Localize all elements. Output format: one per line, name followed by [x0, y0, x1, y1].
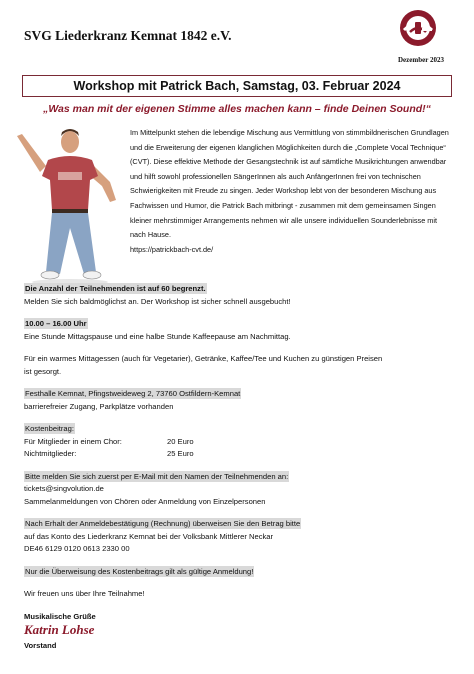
organization-name: SVG Liederkranz Kemnat 1842 e.V.	[24, 28, 232, 43]
schedule-time: 10.00 – 16.00 Uhr	[25, 319, 87, 328]
details-section	[24, 283, 454, 623]
participants-text: Melden Sie sich baldmöglichst an. Der Workshop ist sicher schnell ausgebucht!	[24, 296, 291, 306]
fee-row	[24, 436, 454, 449]
fee-amount: 20 Euro	[167, 436, 194, 446]
venue-access: barrierefreier Zugang, Parkplätze vorhanden	[24, 401, 174, 411]
validity-note: Nur die Überweisung des Kostenbeitrags gilt als gültige Anmeldung!	[25, 566, 254, 576]
workshop-subtitle: „Was man mit der eigenen Stimme alles machen kann – finde Deinen Sound!“	[43, 103, 431, 115]
intro-paragraph	[130, 126, 454, 257]
intro-text: Im Mittelpunkt stehen die lebendige Mischung aus Vermittlung von stimmbildnerischen Grundlagen und die Erweiterung der eigenen klanglichen Möglichkeiten durch die „Complete Vocal Technique“ (CVT). Diese effektive Methode der Gesangstechnik ist auf sämtliche Musikrichtungen anwendbar und hilft sowohl professionellen SängerInnen als auch AnfängerInnen frei von technischen Schwierigkeiten mit Freude zu singen. Jeder Workshop lebt von der besonderen Mischung aus Fachwissen und Humor, die Patrick Bach mitbringt - zusammen mit dem gemeinsamen Singen kleiner mehrstimmiger Arrangements nehmen wir alle unsere individuellen Sounderlebnisse mit nach Hause.	[130, 128, 449, 240]
registration-heading: Bitte melden Sie sich zuerst per E-Mail mit den Namen der Teilnehmenden an:	[25, 471, 289, 481]
registration-block	[24, 471, 454, 509]
venue-address: Festhalle Kemnat, Pfingstweideweg 2, 73760 Ostfildern-Kemnat	[25, 389, 241, 398]
fees-heading: Kostenbeitrag:	[25, 424, 74, 433]
workshop-title: Workshop mit Patrick Bach, Samstag, 03. Februar 2024	[22, 75, 452, 97]
signature: Katrin Lohse	[24, 622, 95, 637]
performer-photo	[12, 114, 128, 286]
closing-block	[24, 588, 454, 601]
payment-account: auf das Konto des Liederkranz Kemnat bei der Volksbank Mittlerer Neckar	[24, 531, 274, 541]
participants-heading: Die Anzahl der Teilnehmenden ist auf 60 begrenzt.	[25, 284, 206, 293]
payment-iban: DE46 6129 0120 0613 2330 00	[24, 544, 130, 553]
closing-greeting: Musikalische Grüße	[24, 611, 96, 621]
validity-block	[24, 566, 454, 579]
catering-line-2: ist gesorgt.	[24, 366, 62, 376]
choir-logo	[398, 8, 438, 48]
participants-block	[24, 283, 454, 308]
intro-link[interactable]: https://patrickbach-cvt.de/	[130, 244, 214, 254]
fee-row	[24, 448, 454, 461]
catering-block	[24, 353, 454, 378]
fee-label: Für Mitglieder in einem Chor:	[24, 436, 122, 446]
schedule-block	[24, 318, 454, 343]
signatory-role: Vorstand	[24, 641, 57, 650]
fees-block	[24, 423, 454, 461]
registration-note: Sammelanmeldungen von Chören oder Anmeldung von Einzelpersonen	[24, 496, 266, 506]
payment-block	[24, 518, 454, 556]
document-date: Dezember 2023	[398, 56, 444, 64]
fee-label: Nichtmitglieder:	[24, 449, 77, 458]
catering-line-1: Für ein warmes Mittagessen (auch für Vegetarier), Getränke, Kaffee/Tee und Kuchen zu günstigen Preisen	[24, 354, 383, 363]
registration-email[interactable]: tickets@singvolution.de	[24, 484, 104, 493]
schedule-breaks: Eine Stunde Mittagspause und eine halbe Stunde Kaffeepause am Nachmittag.	[24, 331, 291, 341]
venue-block	[24, 388, 454, 413]
payment-heading: Nach Erhalt der Anmeldebestätigung (Rechnung) überweisen Sie den Betrag bitte	[25, 519, 301, 528]
fee-amount: 25 Euro	[167, 449, 194, 458]
closing-thanks: Wir freuen uns über Ihre Teilnahme!	[24, 589, 145, 598]
